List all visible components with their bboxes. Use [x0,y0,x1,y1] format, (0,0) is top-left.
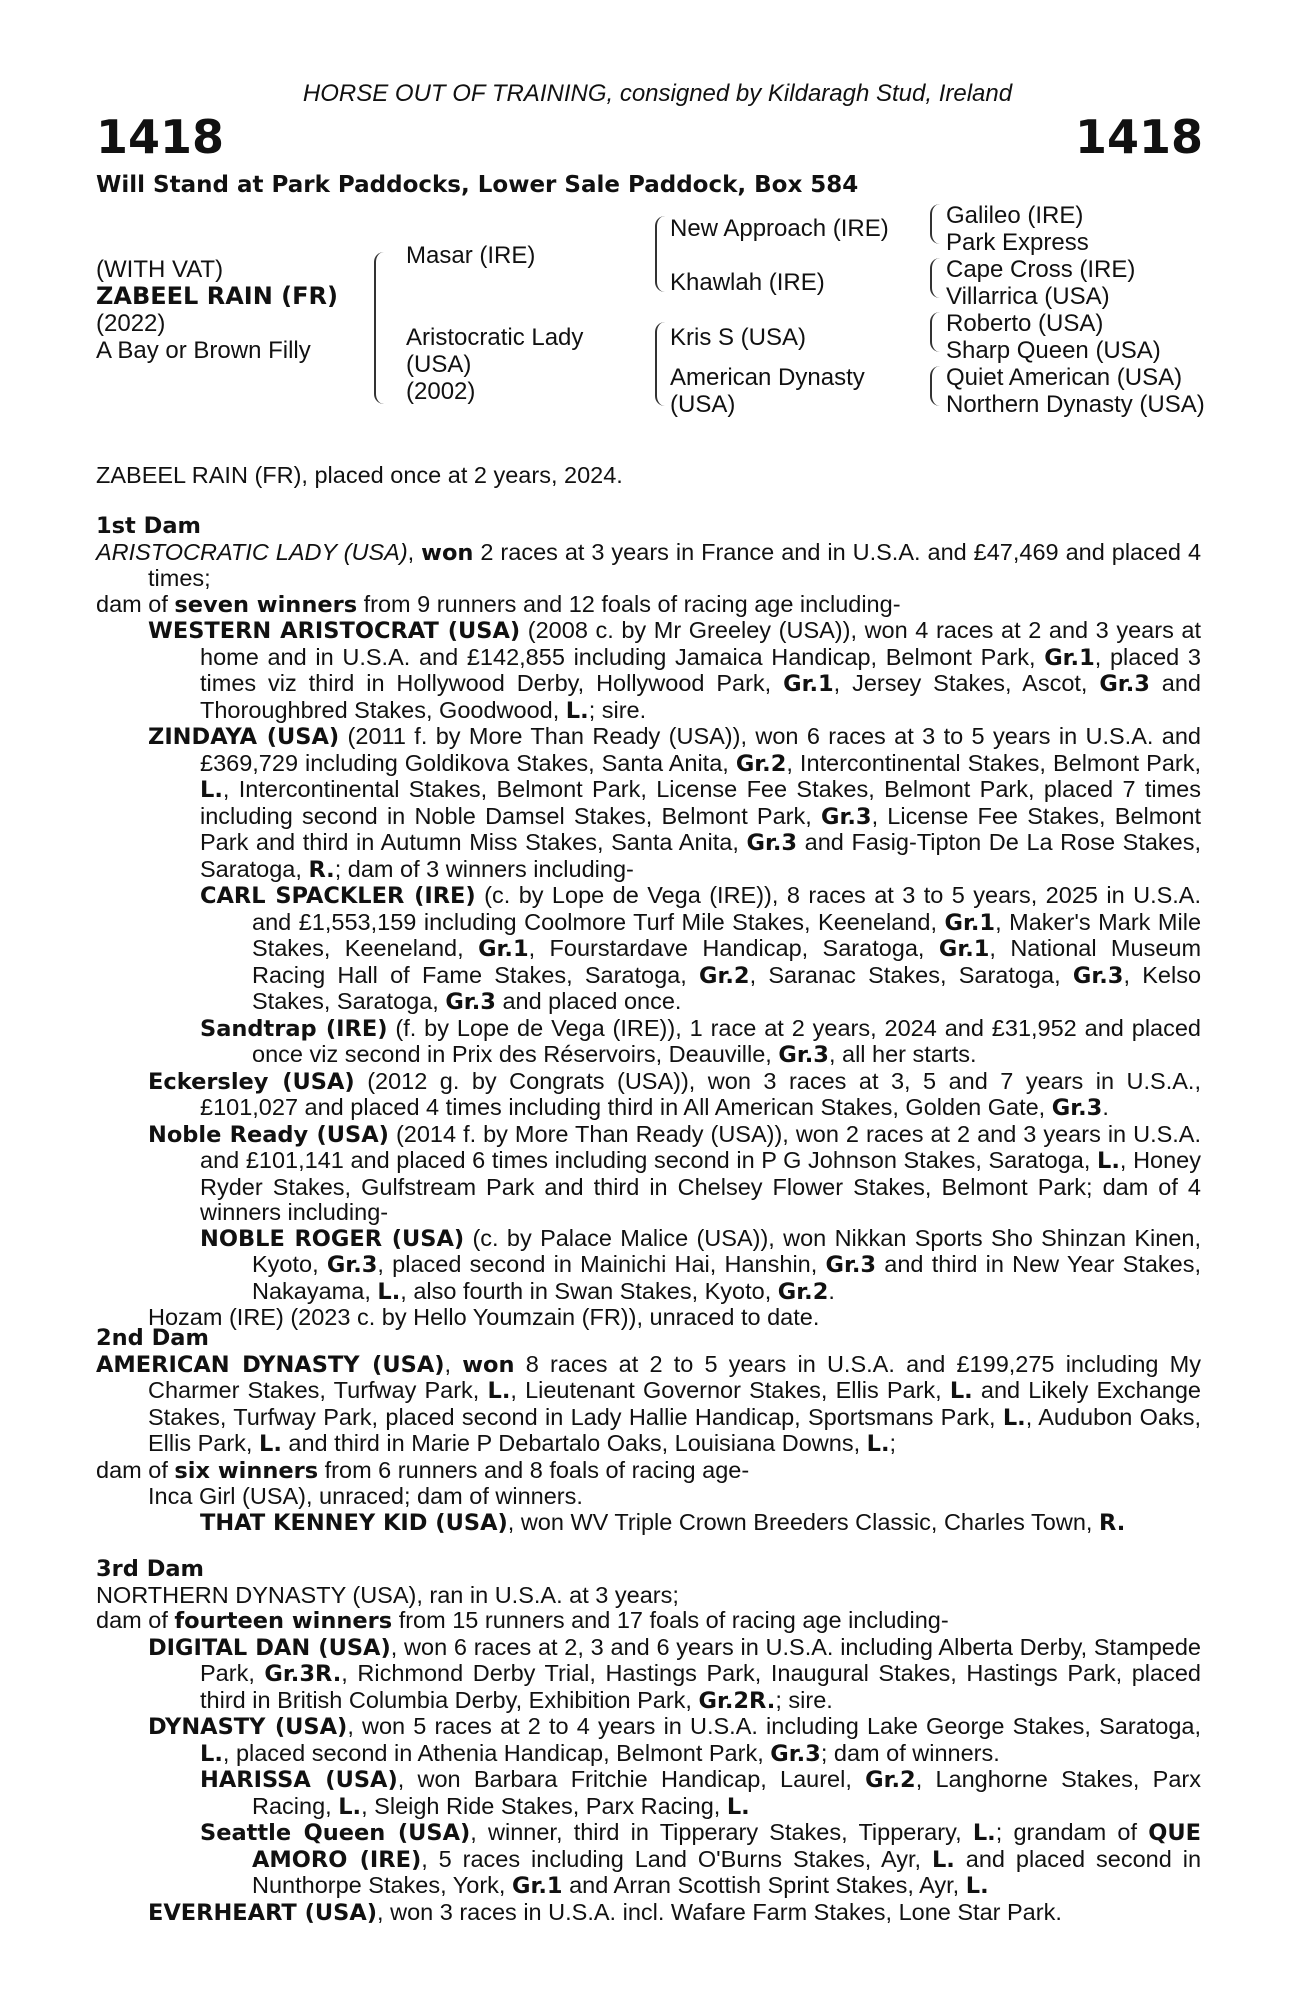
progeny-text: . [828,1277,835,1304]
progeny-noble-ready [96,1122,1201,1226]
first-dam-heading: 1st Dam [96,513,201,539]
dam-of-label: dam of [96,590,168,617]
winners-count: seven winners [174,591,358,618]
horse-identity [96,256,338,364]
progeny-text: , won Barbara Fritchie Handicap, Laurel, [397,1766,852,1792]
progeny-text: , Langhorne Stakes, Parx Racing, [252,1766,1201,1819]
pedigree-dsd: Sharp Queen (USA) [946,337,1161,364]
grade-label: Gr.3 [1051,1095,1103,1121]
grade-label: Gr.3 [778,1042,829,1068]
progeny-harissa [96,1767,1201,1820]
first-dam-section [96,514,1201,1331]
listed-label: L. [487,1378,511,1404]
progeny-text: , National Museum Racing Hall of Fame Stakes, Saratoga, [252,935,1202,988]
race-summary [96,463,1201,489]
first-dam-record: ARISTOCRATIC LADY (USA), won 2 races at 3 years in France and in U.S.A. and £47,469 and placed 4 times; [96,538,1202,591]
brace-g3-4 [930,366,940,406]
summary-text: ZABEEL RAIN (FR), placed once at 2 years, 2024. [96,462,623,488]
progeny-name: Seattle Queen (USA) [200,1820,471,1846]
brace-g3-1 [930,204,940,244]
progeny-text: , Intercontinental Stakes, Belmont Park, [786,749,1202,776]
listed-label: L. [377,1278,401,1305]
progeny-noble-roger [96,1226,1201,1306]
listed-label: L. [200,777,223,803]
pedigree-dam [406,324,583,405]
grade-label: Gr.3 [770,1740,821,1767]
progeny-zindaya [96,724,1201,883]
progeny-text: (c. by Palace Malice (USA)), won Nikkan Sports Sho Shinzan Kinen, Kyoto, [252,1224,1201,1277]
progeny-text: Inca Girl (USA), unraced; dam of winners. [148,1483,583,1509]
pedigree-sdd: Villarrica (USA) [946,283,1110,310]
progeny-text: , Saranac Stakes, Saratoga, [749,961,1061,988]
pedigree-dam-line3: (2002) [406,378,476,405]
progeny-text: (2008 c. by Mr Greeley (USA)), won 4 races at 2 and 3 years at home and in U.S.A. and £142,855 including Jamaica Handicap, Belmont Park, [200,617,1202,670]
third-dam-heading: 3rd Dam [96,1556,204,1582]
pedigree-sd: Khawlah (IRE) [670,269,825,296]
progeny-name: Noble Ready (USA) [148,1121,389,1148]
record-text: ; [889,1430,897,1456]
pedigree-sss: Galileo (IRE) [946,202,1084,229]
record-text: , Audubon Oaks, Ellis Park, [148,1403,1202,1456]
second-dam-heading: 2nd Dam [96,1325,209,1351]
progeny-text: ; sire. [588,696,647,723]
grade-label: Gr.3 [326,1252,378,1278]
horse-year: (2022) [96,310,166,337]
first-dam-name: ARISTOCRATIC LADY (USA) [96,538,408,565]
progeny-text: , placed second in Mainichi Hai, Hanshin, [377,1251,818,1277]
first-dam-record-text: 2 races at 3 years in France and in U.S.A. and £47,469 and placed 4 times; [148,538,1202,591]
progeny-text: ; sire. [775,1686,833,1713]
progeny-name: EVERHEART (USA) [148,1899,378,1926]
progeny-text: (f. by Lope de Vega (IRE)), 1 race at 2 years, 2024 and £31,952 and placed once viz second in Prix des Réservoirs, Deauville, [252,1014,1201,1067]
brace-generation-1 [374,252,384,404]
progeny-text: , placed 3 times viz third in Hollywood Derby, Hollywood Park, [200,643,1202,696]
listed-label: L. [259,1431,282,1457]
progeny-text: (2014 f. by More Than Ready (USA)), won 2 races at 2 and 3 years in U.S.A. and £101,141 and placed 6 times including second in P G Johnson Stakes, Saratoga, [200,1120,1202,1173]
progeny-text: , License Fee Stakes, Belmont Park and third in Autumn Miss Stakes, Santa Anita, [200,802,1201,855]
pedigree-ds: Kris S (USA) [670,324,807,351]
winners-count: fourteen winners [174,1608,393,1634]
progeny-that-kenney-kid [96,1510,1201,1537]
progeny-name: DIGITAL DAN (USA) [148,1634,391,1661]
progeny-text: and placed second in Nunthorpe Stakes, York, [252,1845,1202,1898]
grade-label: Gr.1 [944,909,996,936]
progeny-name: THAT KENNEY KID (USA) [200,1509,508,1536]
lot-number-left: 1418 [96,110,225,164]
listed-label: L. [931,1846,955,1873]
first-dam-produce [96,592,1201,619]
pedigree-dd-line1: American Dynasty [670,364,865,391]
listed-label: L. [972,1820,996,1846]
pedigree-dss: Roberto (USA) [946,310,1104,337]
listed-label: L. [965,1873,989,1899]
second-dam-produce [96,1458,1201,1485]
progeny-text: , Sleigh Ride Stakes, Parx Racing, [361,1792,721,1819]
progeny-text: , Richmond Derby Trial, Hastings Park, Inaugural Stakes, Hastings Park, placed third in British Columbia Derby, Exhibition Park, [200,1660,1201,1713]
pedigree-dd-line2: (USA) [670,391,736,418]
pedigree-ssd: Park Express [946,229,1089,256]
listed-label: L. [565,697,589,724]
grade-label: Gr.1 [783,671,834,697]
horse-description: A Bay or Brown Filly [96,337,311,364]
grade-label: Gr.2 [777,1278,829,1305]
progeny-dynasty [96,1714,1201,1767]
horse-name: ZABEEL RAIN (FR) [96,282,338,310]
progeny-name: ZINDAYA (USA) [148,724,340,750]
listed-label: L. [338,1793,362,1820]
pedigree-dam-line2: (USA) [406,351,472,378]
progeny-text: (c. by Lope de Vega (IRE)), 8 races at 3 to 5 years, 2025 in U.S.A. and £1,553,159 including Coolmore Turf Mile Stakes, Keeneland, [252,882,1202,935]
vat-note: (WITH VAT) [96,256,224,283]
progeny-text: . [1102,1094,1109,1120]
grade-label: Gr.3 [746,830,798,856]
grade-label: Gr.3 [1099,671,1150,697]
progeny-text: ; dam of winners. [820,1739,1000,1766]
progeny-name: QUE AMORO (IRE) [252,1820,1202,1873]
winners-count: six winners [174,1457,319,1484]
consignment-line: HORSE OUT OF TRAINING, consigned by Kildaragh Stud, Ireland [302,80,1013,107]
won-label: won [421,539,474,566]
brace-sire-line [655,216,665,292]
progeny-name: CARL SPACKLER (IRE) [200,883,476,909]
second-dam-section [96,1326,1201,1536]
brace-g3-2 [930,258,940,298]
grade-label: Gr.3 [1072,962,1124,989]
progeny-text: ; grandam of [995,1819,1138,1845]
grade-label: Gr.2R. [698,1687,776,1714]
brace-dam-line [655,322,665,406]
listed-label: L. [866,1431,890,1457]
third-dam-record: NORTHERN DYNASTY (USA), ran in U.S.A. at 3 years; [96,1581,679,1608]
progeny-carl-spackler [96,883,1201,1016]
second-dam-name: AMERICAN DYNASTY (USA) [96,1351,445,1378]
progeny-text: Hozam (IRE) (2023 c. by Hello Youmzain (FR)), unraced to date. [148,1304,820,1330]
progeny-name: WESTERN ARISTOCRAT (USA) [148,618,521,644]
progeny-text: and placed once. [502,988,682,1014]
progeny-sandtrap [96,1016,1201,1069]
listed-label: L. [1002,1404,1026,1431]
dam-of-label: dam of [96,1456,168,1483]
lot-number-right: 1418 [1074,110,1203,164]
record-text: , Lieutenant Governor Stakes, Ellis Park, [510,1377,942,1403]
grade-label: Gr.2 [699,962,750,989]
record-text: and Likely Exchange Stakes, Turfway Park, placed second in Lady Hallie Handicap, Sportsmans Park, [148,1377,1201,1430]
progeny-name: HARISSA (USA) [200,1767,398,1793]
grade-label: Gr.1 [511,1873,563,1899]
progeny-name: Sandtrap (IRE) [200,1015,388,1042]
progeny-text: , Kelso Stakes, Saratoga, [252,961,1202,1014]
progeny-western-aristocrat [96,618,1201,724]
stable-location: Will Stand at Park Paddocks, Lower Sale Paddock, Box 584 [96,172,859,198]
progeny-text: , winner, third in Tipperary Stakes, Tipperary, [470,1819,962,1845]
progeny-text: , won WV Triple Crown Breeders Classic, Charles Town, [507,1508,1093,1535]
progeny-name: NOBLE ROGER (USA) [200,1225,465,1252]
progeny-text: , Intercontinental Stakes, Belmont Park, License Fee Stakes, Belmont Park, placed 7 times including second in Noble Damsel Stakes, Belmont Park, [200,776,1201,829]
dam-of-label: dam of [96,1607,168,1633]
progeny-text: and Fasig-Tipton De La Rose Stakes, Saratoga, [200,829,1202,882]
progeny-text: ; dam of 3 winners including- [334,855,634,882]
second-dam-record: AMERICAN DYNASTY (USA), won 8 races at 2 to 5 years in U.S.A. and £199,275 including My Charmer Stakes, Turfway Park, L., Lieutenant Governor Stakes, Ellis Park, L. and Likely Exchange Stakes, Turfway Park, placed second in Lady Hallie Handicap, Sportsmans Park, L., Audubon Oaks, Ellis Park, L. and third in Marie P Debartalo Oaks, Louisiana Downs, L.; [96,1350,1202,1457]
pedigree-ddd: Northern Dynasty (USA) [946,391,1205,418]
progeny-name: DYNASTY (USA) [148,1714,348,1740]
restricted-label: R. [1098,1509,1126,1536]
grade-label: Gr.1 [938,936,990,962]
runners-text: from 9 runners and 12 foals of racing age including- [363,590,901,617]
grade-label: Gr.3 [445,989,496,1015]
pedigree-sire: Masar (IRE) [406,242,536,269]
progeny-eckersley [96,1069,1201,1122]
progeny-text: and third in New Year Stakes, Nakayama, [252,1251,1202,1304]
progeny-text: , 5 races including Land O'Burns Stakes, Ayr, [421,1845,922,1872]
progeny-text: , Jersey Stakes, Ascot, [833,670,1088,696]
listed-label: L. [200,1740,223,1767]
pedigree-dd [670,364,865,418]
third-dam-section [96,1557,1201,1926]
progeny-text: , Honey Ryder Stakes, Gulfstream Park and third in Chelsey Flower Stakes, Belmont Park; dam of 4 winners including- [200,1147,1201,1225]
pedigree-ss: New Approach (IRE) [670,215,889,242]
progeny-text: , also fourth in Swan Stakes, Kyoto, [400,1277,772,1304]
progeny-text: , placed second in Athenia Handicap, Belmont Park, [222,1739,764,1766]
progeny-text: and Arran Scottish Sprint Stakes, Ayr, [569,1872,960,1898]
restricted-label: R. [308,856,335,883]
progeny-seattle-queen [96,1820,1201,1900]
grade-label: Gr.1 [478,936,529,962]
pedigree-sds: Cape Cross (IRE) [946,256,1136,283]
progeny-text: and Thoroughbred Stakes, Goodwood, [200,670,1202,723]
listed-label: L. [726,1793,750,1820]
progeny-text: (2012 g. by Congrats (USA)), won 3 races at 3, 5 and 7 years in U.S.A., £101,027 and placed 4 times including third in All American Stakes, Golden Gate, [200,1067,1201,1120]
progeny-digital-dan [96,1635,1201,1715]
grade-label: Gr.3R. [264,1661,342,1687]
progeny-text: (2011 f. by More Than Ready (USA)), won 6 races at 3 to 5 years in U.S.A. and £369,729 including Goldikova Stakes, Santa Anita, [200,723,1202,776]
pedigree-dam-line1: Aristocratic Lady [406,324,584,351]
grade-label: Gr.2 [735,750,787,777]
progeny-everheart [96,1900,1201,1927]
runners-text: from 15 runners and 17 foals of racing age including- [398,1607,949,1633]
listed-label: L. [949,1378,973,1404]
progeny-text: , all her starts. [828,1041,977,1067]
progeny-text: , won 5 races at 2 to 4 years in U.S.A. including Lake George Stakes, Saratoga, [347,1713,1201,1739]
progeny-text: , Fourstardave Handicap, Saratoga, [528,935,925,961]
record-text: 8 races at 2 to 5 years in U.S.A. and £199,275 including My Charmer Stakes, Turfway Park, [148,1350,1201,1403]
listed-label: L. [1097,1148,1120,1174]
grade-label: Gr.3 [825,1252,877,1278]
runners-text: from 6 runners and 8 foals of racing age- [324,1456,750,1483]
progeny-text: , won 3 races in U.S.A. incl. Wafare Farm Stakes, Lone Star Park. [377,1898,1062,1925]
progeny-inca-girl [96,1484,1201,1510]
pedigree-dds: Quiet American (USA) [946,364,1183,391]
grade-label: Gr.1 [1044,644,1095,671]
grade-label: Gr.3 [821,803,872,830]
progeny-text: , Maker's Mark Mile Stakes, Keeneland, [252,908,1202,961]
grade-label: Gr.2 [865,1767,916,1793]
record-text: and third in Marie P Debartalo Oaks, Louisiana Downs, [288,1430,861,1456]
third-dam-produce [96,1608,1201,1635]
won-label: won [462,1351,515,1378]
progeny-text: , won 6 races at 2, 3 and 6 years in U.S.A. including Alberta Derby, Stampede Park, [200,1633,1201,1686]
progeny-name: Eckersley (USA) [148,1068,355,1095]
brace-g3-3 [930,312,940,352]
